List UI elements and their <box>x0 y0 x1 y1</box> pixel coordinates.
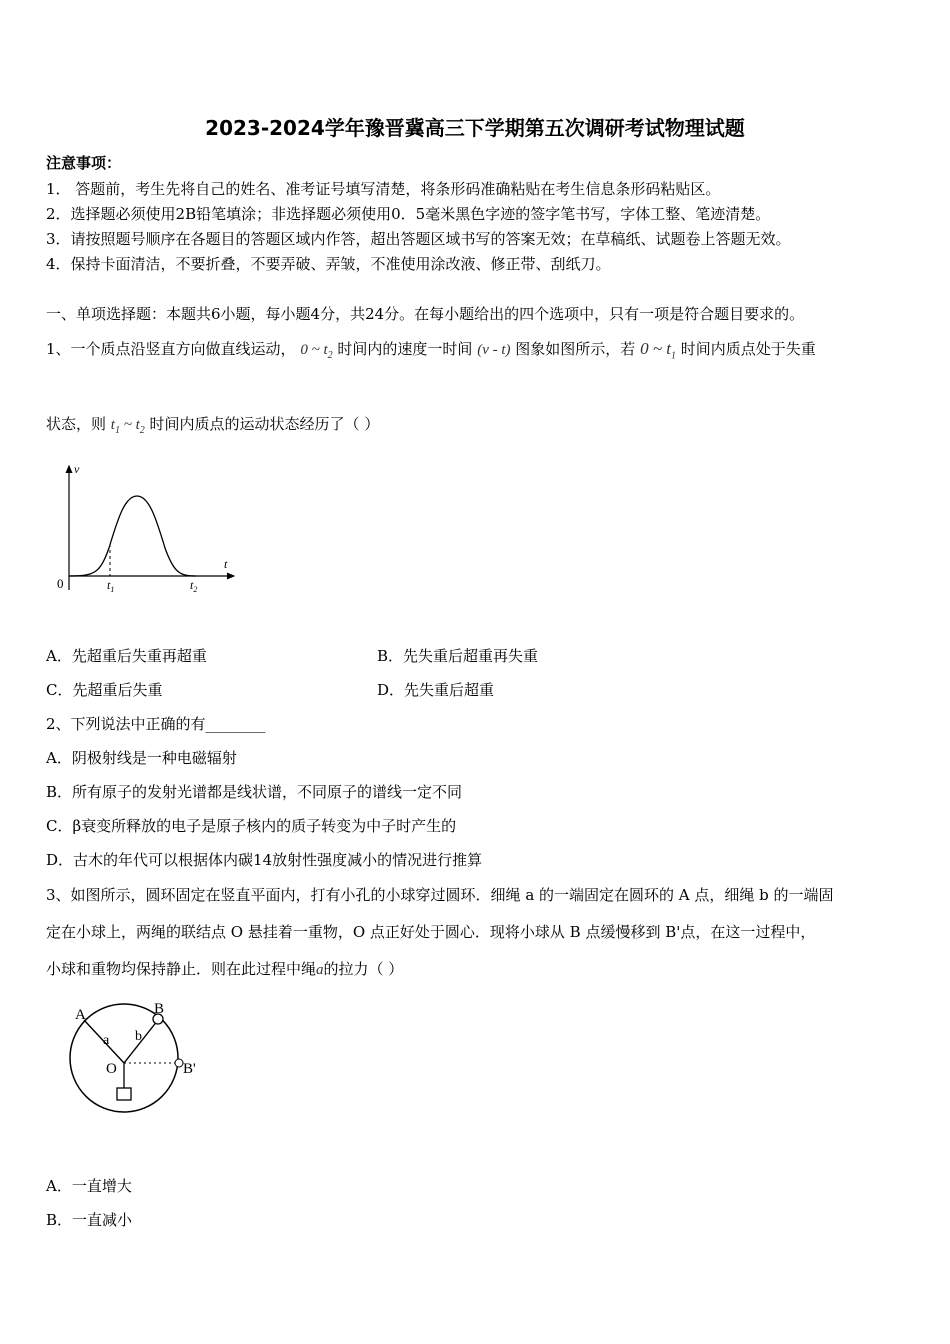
notice-heading: 注意事项： <box>46 154 122 172</box>
q1-text: 时间内质点的运动状态经历了（ ） <box>149 415 380 433</box>
t1-label: $t_1$ <box>107 578 115 594</box>
question-1-stem-line2 <box>46 413 379 436</box>
label-b-point: B <box>154 1001 165 1017</box>
q2-option-c: C．β衰变所释放的电子是原子核内的质子转变为中子时产生的 <box>46 817 457 835</box>
q2-option-a: A．阴极射线是一种电磁辐射 <box>46 749 237 767</box>
question-3-stem-line3: 小球和重物均保持静止．则在此过程中绳a的拉力（ ） <box>46 960 404 978</box>
label-rope-b: b <box>135 1029 142 1044</box>
q1-text: 图象如图所示，若 <box>515 340 636 358</box>
notice-item: 3．请按照题号顺序在各题目的答题区域内作答，超出答题区域书写的答案无效；在草稿纸、试题卷上答题无效。 <box>46 230 791 248</box>
label-o-point: O <box>106 1061 117 1077</box>
q1-text: 1、一个质点沿竖直方向做直线运动， <box>46 340 296 358</box>
q1-text: 时间内的速度一时间 <box>337 340 473 358</box>
q3-option-b: B．一直减小 <box>46 1211 133 1229</box>
label-b-prime-point: B' <box>183 1061 196 1077</box>
origin-label: 0 <box>57 576 64 591</box>
q1-option-d: D．先失重后超重 <box>377 681 495 699</box>
notice-item: 2．选择题必须使用2B铅笔填涂；非选择题必须使用0．5毫米黑色字迹的签字笔书写，字体工整、笔迹清楚。 <box>46 205 771 223</box>
velocity-curve <box>69 496 196 576</box>
ring-figure <box>62 998 222 1123</box>
question-3-stem-line1: 3、如图所示，圆环固定在竖直平面内，打有小孔的小球穿过圆环．细绳 a 的一端固定在圆环的 A 点，细绳 b 的一端固 <box>46 886 834 904</box>
q3-option-a: A．一直增大 <box>46 1177 132 1195</box>
label-a-point: A <box>75 1007 86 1023</box>
ball-b-prime <box>175 1059 183 1067</box>
q1-math-interval3: $t_1$ ~ $t_2$ <box>110 417 145 436</box>
label-rope-a: a <box>103 1033 110 1048</box>
question-2-stem: 2、下列说法中正确的有________ <box>46 715 266 733</box>
q1-option-a: A．先超重后失重再超重 <box>46 647 207 665</box>
notice-item: 4．保持卡面清洁，不要折叠，不要弄破、弄皱，不准使用涂改液、修正带、刮纸刀。 <box>46 255 611 273</box>
y-axis-label: v <box>74 462 80 476</box>
question-1-stem-line1 <box>46 338 816 361</box>
question-3-stem-line2: 定在小球上，两绳的联结点 O 悬挂着一重物，O 点正好处于圆心．现将小球从 B 点缓慢移到 B'点，在这一过程中， <box>46 923 816 941</box>
x-axis-label: t <box>224 557 228 571</box>
q1-text: 状态，则 <box>46 415 107 433</box>
q1-math-interval: 0 ~ $t_2$ <box>300 342 333 361</box>
t2-label: $t_2$ <box>190 578 198 594</box>
notice-item: 1． 答题前，考生先将自己的姓名、准考证号填写清楚，将条形码准确粘贴在考生信息条形码粘贴区。 <box>46 180 721 198</box>
vt-graph <box>50 458 240 598</box>
q1-math-interval2: 0 ~ $t_1$ <box>640 339 677 362</box>
q1-option-b: B．先失重后超重再失重 <box>377 647 539 665</box>
q2-option-b: B．所有原子的发射光谱都是线状谱，不同原子的谱线一定不同 <box>46 783 463 801</box>
q1-text: 时间内质点处于失重 <box>680 340 816 358</box>
q1-option-c: C．先超重后失重 <box>46 681 163 699</box>
q1-math-vt: (v - t) <box>477 342 511 358</box>
weight <box>117 1088 131 1100</box>
section-heading: 一、单项选择题：本题共6小题，每小题4分，共24分。在每小题给出的四个选项中，只有一项是符合题目要求的。 <box>46 305 805 323</box>
page-title: 2023-2024学年豫晋冀高三下学期第五次调研考试物理试题 <box>205 116 745 140</box>
q2-option-d: D．古木的年代可以根据体内碳14放射性强度减小的情况进行推算 <box>46 851 483 869</box>
